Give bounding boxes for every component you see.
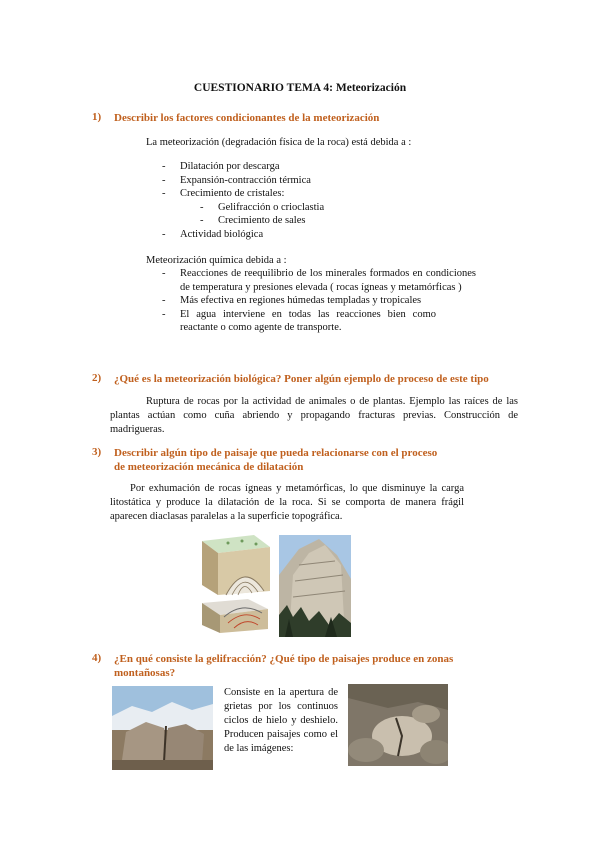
q3-number: 3)	[92, 446, 102, 458]
list-item: - Más efectiva en regiones húmedas templadas y tropicales	[160, 294, 476, 308]
list-item: - Actividad biológica	[160, 228, 500, 242]
q4-number: 4)	[92, 652, 102, 664]
q4-heading: ¿En qué consiste la gelifracción? ¿Qué tipo de paisajes produce en zonas montañosas?	[114, 653, 454, 679]
q1-chem-list	[160, 267, 476, 335]
list-item: - El agua interviene en todas las reacciones bien como reactante o como agente de transporte.	[160, 308, 476, 335]
q2-number: 2)	[92, 372, 102, 384]
sub-list-item: - Gelifracción o crioclastia	[200, 201, 500, 215]
list-item: - Dilatación por descarga	[160, 160, 500, 174]
q1-heading: Describir los factores condicionantes de la meteorización	[114, 112, 380, 124]
sub-list-item: - Crecimiento de sales	[200, 214, 500, 228]
list-item: - Expansión-contracción térmica	[160, 174, 500, 188]
split-rock-photo	[348, 684, 448, 766]
q3-heading: Describir algún tipo de paisaje que pueda relacionarse con el proceso de meteorización mecánica de dilatación	[114, 447, 438, 473]
frost-split-boulder-photo	[112, 686, 213, 770]
q1-intro: La meteorización (degradación física de la roca) está debida a :	[146, 137, 412, 148]
exfoliation-diagram	[198, 533, 274, 637]
q1-chem-intro: Meteorización química debida a :	[146, 255, 287, 266]
q1-number: 1)	[92, 111, 102, 123]
q2-heading: ¿Qué es la meteorización biológica? Poner algún ejemplo de proceso de este tipo	[114, 373, 489, 385]
q3-answer: Por exhumación de rocas ígneas y metamórficas, lo que disminuye la carga litostática y produce la dilatación de la roca. Si se comporta de manera frágil aparecen diaclasas paralelas a la superficie topográfica.	[110, 483, 464, 522]
q1-list	[160, 160, 500, 242]
page-title: CUESTIONARIO TEMA 4: Meteorización	[193, 82, 407, 94]
granite-dome-photo	[279, 535, 351, 637]
list-item: - Crecimiento de cristales:	[160, 187, 500, 201]
list-item: - Reacciones de reequilibrio de los minerales formados en condiciones de temperatura y presiones elevada ( rocas ígneas y metamórficas )	[160, 267, 476, 294]
q2-answer: Ruptura de rocas por la actividad de animales o de plantas. Ejemplo las raíces de las plantas actúan como cuña abriendo y propagando fracturas previas. Construcción de madrigueras.	[110, 396, 518, 435]
q4-answer: Consiste en la apertura de grietas por los continuos ciclos de hielo y deshielo. Producen paisajes como el de las imágenes:	[224, 687, 338, 754]
